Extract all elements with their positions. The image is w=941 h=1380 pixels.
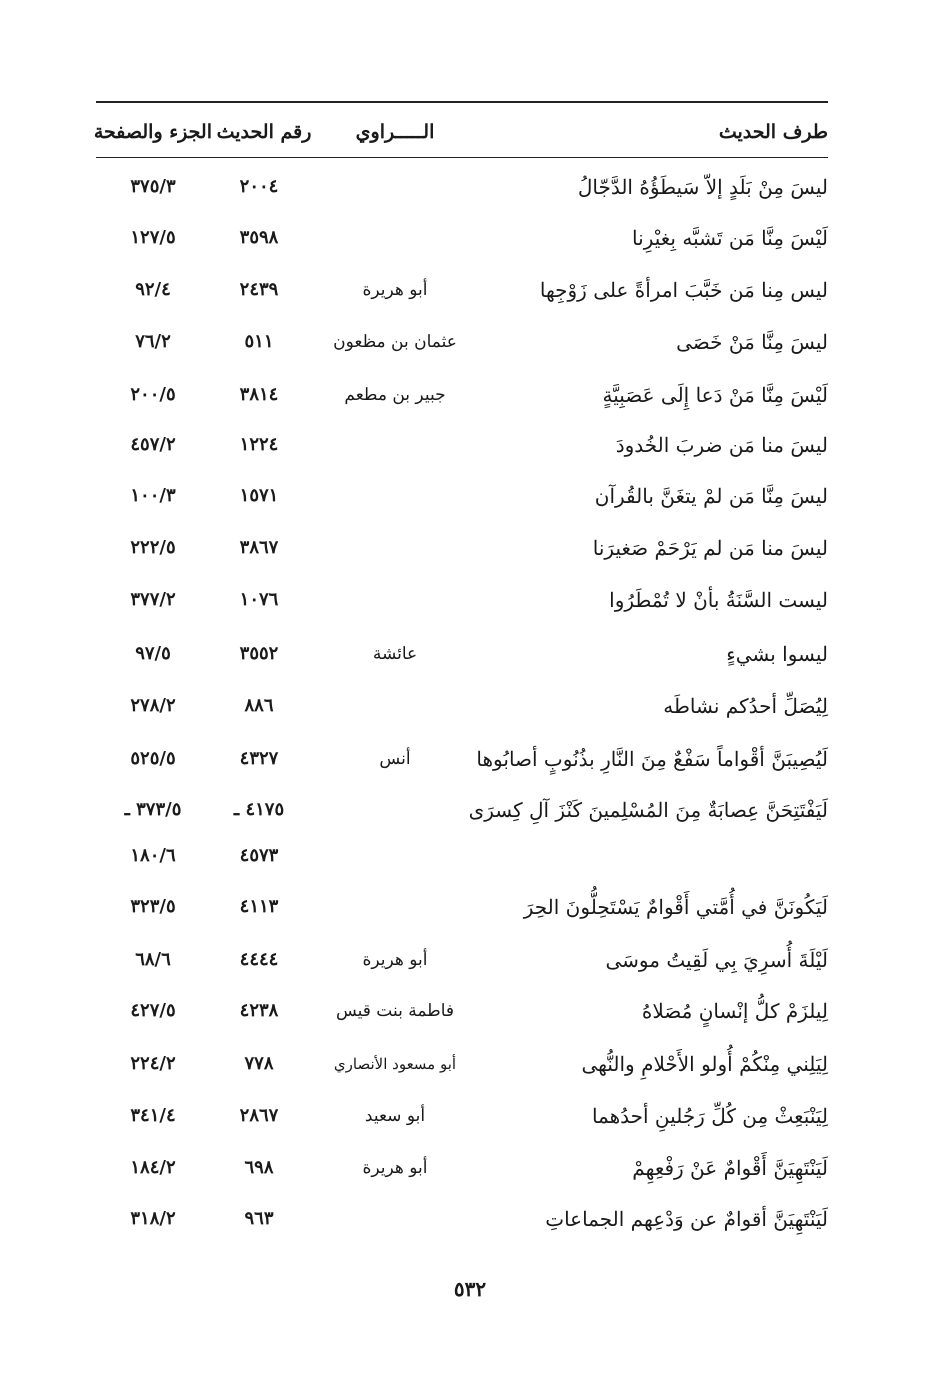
hadith-number: ٢٨٦٧: [239, 1105, 279, 1126]
hadith-text: لَيَنْتَهِيَنَّ أقوامٌ عن وَدْعِهم الجماعاتِ: [545, 1207, 828, 1231]
narrator: أبو هريرة: [362, 280, 428, 300]
hadith-text: ليسَ منا مَن لم يَرْحَمْ صَغيرَنا: [592, 536, 828, 560]
table-row: [0, 322, 941, 362]
volume-page: ٣٧٣/٥ ـ: [124, 799, 182, 820]
table-row: [0, 218, 941, 258]
hadith-number: ٤٥٧٣: [239, 845, 279, 866]
hadith-number: ٣٥٥٢: [239, 643, 279, 664]
hadith-number: ٤٣٢٧: [239, 748, 279, 769]
volume-page: ٤٢٧/٥: [130, 1000, 176, 1021]
hadith-number: ١٠٧٦: [239, 589, 279, 610]
hadith-text: ليس مِنا مَن خَبَّبَ امرأةً على زَوْجِها: [539, 278, 828, 302]
table-row: [0, 790, 941, 830]
volume-page: ١٨٠/٦: [130, 845, 176, 866]
hadith-number: ٩٦٣: [244, 1208, 274, 1229]
narrator: أبو هريرة: [362, 950, 428, 970]
narrator: [325, 528, 465, 568]
hadith-text: لَيُصِيبَنَّ أقْواماً سَفْعٌ مِنَ النَّارِ بذُنُوبٍ أصابُوها: [476, 747, 828, 771]
hadith-number: ٦٩٨: [244, 1157, 274, 1178]
hadith-text: ليسَ منا مَن ضربَ الخُدودَ: [615, 433, 828, 457]
hadith-number: ٣٥٩٨: [239, 227, 279, 248]
volume-page: ٣٧٧/٢: [130, 589, 176, 610]
header-volume-page: الجزء والصفحة: [93, 121, 212, 143]
hadith-text: لَيْسَ مِنَّا مَنْ دَعا إِلَى عَصَبِيَّةٍ: [602, 383, 828, 407]
table-row: [0, 739, 941, 779]
volume-page: ٧٦/٢: [135, 331, 171, 352]
volume-page: ٥٢٥/٥: [130, 748, 176, 769]
table-row: [0, 1044, 941, 1084]
hadith-number: ٤٤٤٤: [239, 949, 279, 970]
hadith-number: ٧٧٨: [244, 1053, 274, 1074]
table-row: [0, 686, 941, 726]
hadith-text: لَيَنْتَهِيَنَّ أَقْوامٌ عَنْ رَفْعِهِمْ: [632, 1156, 828, 1180]
hadith-number: ٢٤٣٩: [239, 279, 279, 300]
narrator: [325, 580, 465, 620]
hadith-text: لَيْلَةَ أُسرِيَ بِي لَقِيتُ موسَى: [605, 948, 828, 972]
table-row: [0, 887, 941, 927]
hadith-number: ٣٨٦٧: [239, 537, 279, 558]
volume-page: ٢٠٠/٥: [130, 384, 176, 405]
hadith-text: لِيُصَلِّ أحدُكم نشاطَه: [663, 694, 828, 718]
table-row: [0, 270, 941, 310]
volume-page: ٣٢٣/٥: [130, 896, 176, 917]
hadith-text: لَيْسَ مِنَّا مَن تَشبَّه بِغيْرِنا: [632, 226, 828, 250]
hadith-text: ليسوا بشيءٍ: [726, 642, 828, 666]
hadith-number: ٤٢٣٨: [239, 1000, 279, 1021]
table-row: [0, 940, 941, 980]
hadith-text: ليست السَّنَةُ بأنْ لا تُمْطَرُوا: [609, 588, 828, 612]
table-row: [0, 836, 941, 876]
table-row: [0, 167, 941, 207]
hadith-text: لَيَفْتَتِحَنَّ عِصابَةٌ مِنَ المُسْلِمينَ كَنْزَ آلِ كِسرَى: [468, 798, 828, 822]
narrator: [325, 476, 465, 516]
volume-page: ٢٧٨/٢: [130, 695, 176, 716]
table-row: [0, 580, 941, 620]
volume-page: ٤٥٧/٢: [130, 434, 176, 455]
header-rule: [96, 157, 828, 158]
hadith-text: لَيَكُونَنَّ في أُمَّتي أَقْوامٌ يَسْتَحِلُّونَ الحِرَ: [523, 895, 828, 919]
hadith-text: لِيَنْبَعِثْ مِن كُلِّ رَجُلينِ أحدُهما: [591, 1104, 828, 1128]
narrator: [325, 425, 465, 465]
header-hadith-start: طرف الحديث: [718, 121, 828, 143]
hadith-number: ٨٨٦: [244, 695, 274, 716]
hadith-text: ليسَ مِنَّا مَنْ خَصَى: [676, 330, 828, 354]
narrator: [325, 1199, 465, 1239]
table-row: [0, 375, 941, 415]
table-row: [0, 528, 941, 568]
table-row: [0, 1096, 941, 1136]
narrator: أبو هريرة: [362, 1158, 428, 1178]
volume-page: ٢٢٤/٢: [130, 1053, 176, 1074]
table-row: [0, 634, 941, 674]
narrator: [325, 887, 465, 927]
hadith-text: ليسَ مِنَّا مَن لمْ يتغَنَّ بالقُرآن: [594, 484, 828, 508]
volume-page: ١٨٤/٢: [130, 1157, 176, 1178]
table-row: [0, 1148, 941, 1188]
page-number: ٥٣٢: [453, 1277, 487, 1301]
header-hadith-number: رقم الحديث: [216, 121, 312, 143]
narrator: [325, 790, 465, 830]
narrator: أنس: [379, 749, 411, 769]
volume-page: ٢٢٢/٥: [130, 537, 176, 558]
hadith-number: ٣٨١٤: [239, 384, 279, 405]
hadith-number: ٢٠٠٤: [239, 176, 279, 197]
table-row: [0, 991, 941, 1031]
volume-page: ٦٨/٦: [135, 949, 171, 970]
volume-page: ٣١٨/٢: [130, 1208, 176, 1229]
hadith-text: لِيلزَمْ كلُّ إنْسانٍ مُصَلاهُ: [641, 999, 828, 1023]
narrator: [325, 836, 465, 876]
narrator: أبو سعيد: [364, 1106, 426, 1126]
top-rule: [96, 101, 828, 103]
volume-page: ٩٢/٤: [135, 279, 171, 300]
header-narrator: الـــــراوي: [355, 121, 435, 143]
volume-page: ٣٤١/٤: [130, 1105, 176, 1126]
volume-page: ٩٧/٥: [135, 643, 171, 664]
hadith-text: ليسَ مِنْ بَلَدٍ إلاّ سَيطَؤُهُ الدَّجّالُ: [577, 175, 828, 199]
narrator: [325, 167, 465, 207]
hadith-number: ١٢٢٤: [239, 434, 279, 455]
volume-page: ٣٧٥/٣: [130, 176, 176, 197]
hadith-number: ١٥٧١: [239, 485, 279, 506]
table-row: [0, 476, 941, 516]
narrator: أبو مسعود الأنصاري: [333, 1055, 457, 1073]
hadith-text: لِيَلِني مِنْكُمْ أُولو الأَحْلامِ والنُّهى: [581, 1052, 828, 1076]
table-row: [0, 1199, 941, 1239]
narrator: [325, 218, 465, 258]
narrator: جبير بن مطعم: [344, 385, 446, 405]
volume-page: ١٠٠/٣: [130, 485, 176, 506]
hadith-number: ٤١١٣: [239, 896, 279, 917]
hadith-number: ٥١١: [244, 331, 274, 352]
narrator: عائشة: [372, 644, 418, 664]
narrator: فاطمة بنت قيس: [335, 1001, 455, 1021]
hadith-number: ٤١٧٥ ـ: [233, 799, 285, 820]
table-row: [0, 425, 941, 465]
volume-page: ١٢٧/٥: [130, 227, 176, 248]
narrator: [325, 686, 465, 726]
narrator: عثمان بن مظعون: [333, 332, 457, 352]
